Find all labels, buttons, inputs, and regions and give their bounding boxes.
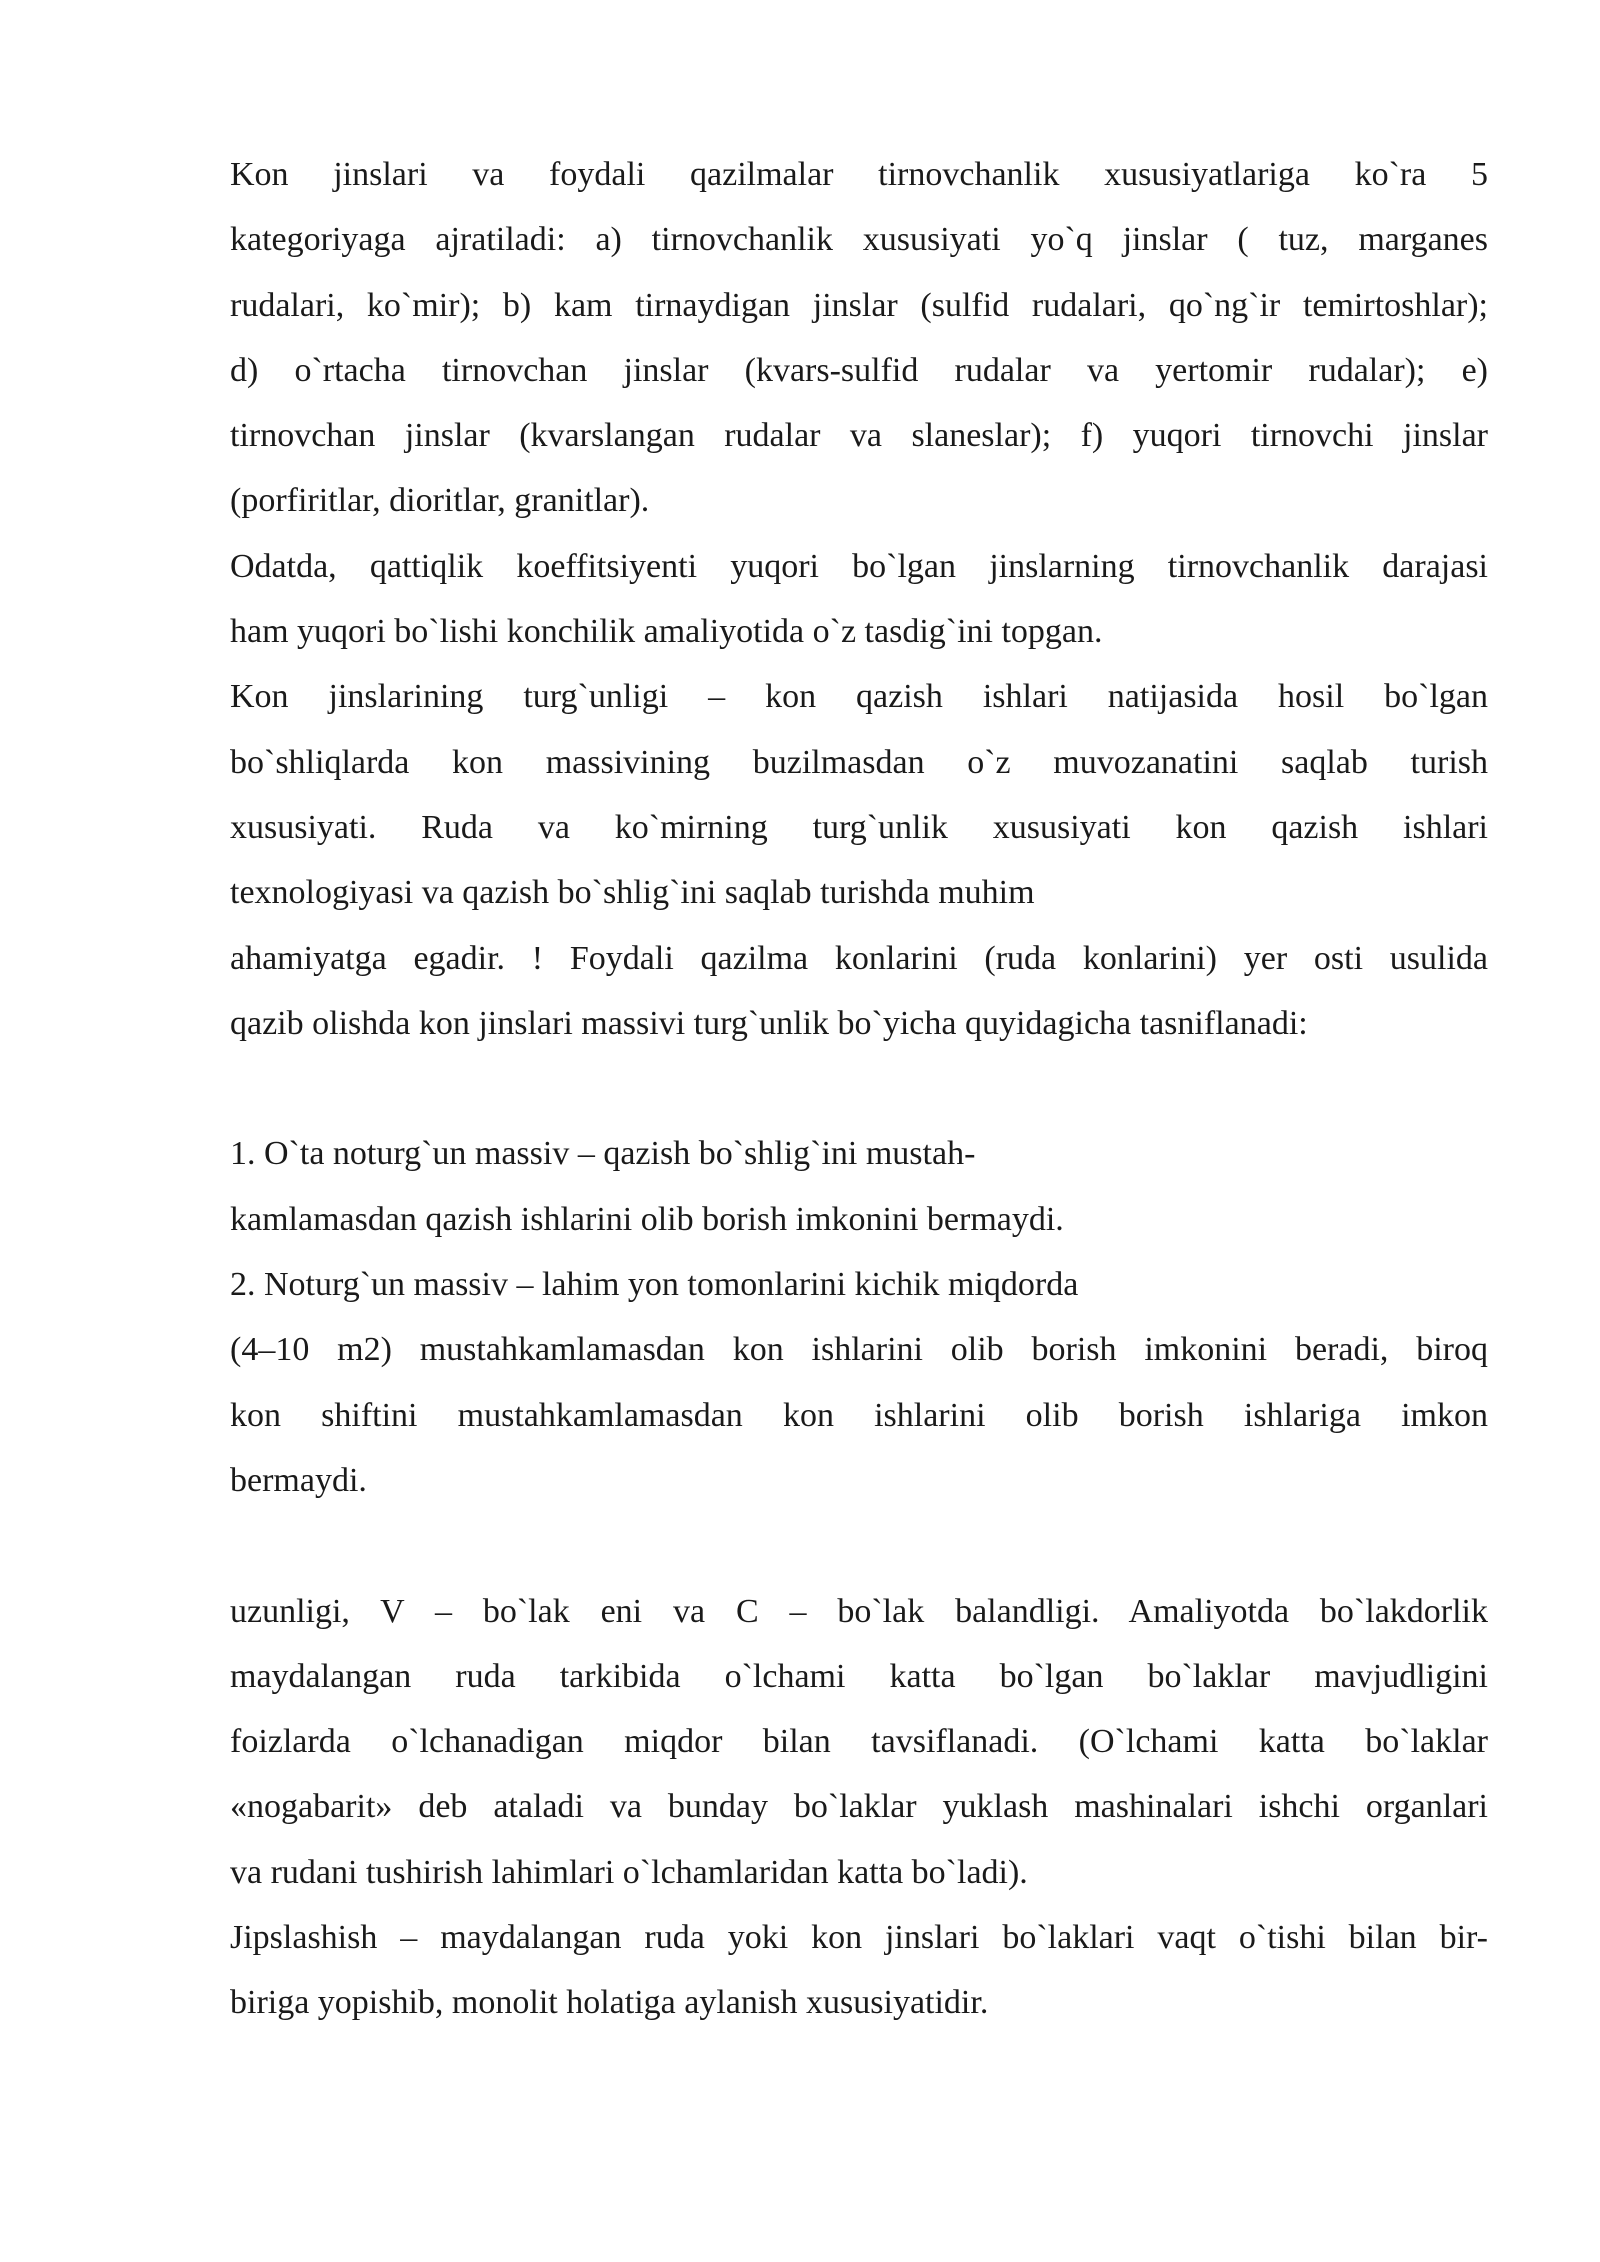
text-line: (porfiritlar, dioritlar, granitlar). [230, 482, 650, 520]
text-line: Jipslashish – maydalangan ruda yoki kon jinslari bo`laklari vaqt o`tishi bilan bir- [230, 1919, 1488, 1957]
text-line: «nogabarit» deb ataladi va bunday bo`laklar yuklash mashinalari ishchi organlari [230, 1788, 1488, 1826]
text-line: biriga yopishib, monolit holatiga aylanish xususiyatidir. [230, 1984, 989, 2022]
text-line: kon shiftini mustahkamlamasdan kon ishlarini olib borish ishlariga imkon [230, 1396, 1488, 1434]
blank-line [230, 1056, 1488, 1121]
text-line: va rudani tushirish lahimlari o`lchamlaridan katta bo`ladi). [230, 1853, 1028, 1891]
blank-line [230, 1513, 1488, 1578]
text-line: bo`shliqlarda kon massivining buzilmasdan o`z muvozanatini saqlab turish [230, 743, 1488, 781]
text-line: ham yuqori bo`lishi konchilik amaliyotida o`z tasdig`ini topgan. [230, 613, 1103, 651]
text-line: Kon jinslari va foydali qazilmalar tirnovchanlik xususiyatlariga ko`ra 5 [230, 156, 1488, 193]
text-line: kamlamasdan qazish ishlarini olib borish imkonini bermaydi. [230, 1200, 1064, 1238]
text-line: xususiyati. Ruda va ko`mirning turg`unlik xususiyati kon qazish ishlari [230, 808, 1488, 846]
text-line: uzunligi, V – bo`lak eni va C – bo`lak balandligi. Amaliyotda bo`lakdorlik [230, 1592, 1488, 1630]
text-line: 2. Noturg`un massiv – lahim yon tomonlarini kichik miqdorda [230, 1266, 1079, 1304]
text-line: rudalari, ko`mir); b) kam tirnaydigan jinslar (sulfid rudalari, qo`ng`ir temirtoshlar); [230, 286, 1488, 324]
text-line: foizlarda o`lchanadigan miqdor bilan tavsiflanadi. (O`lchami katta bo`laklar [230, 1723, 1488, 1761]
text-line: qazib olishda kon jinslari massivi turg`unlik bo`yicha quyidagicha tasniflanadi: [230, 1004, 1308, 1042]
text-line: bermaydi. [230, 1461, 367, 1499]
text-line: maydalangan ruda tarkibida o`lchami katta bo`lgan bo`laklar mavjudligini [230, 1657, 1488, 1695]
text-line: (4–10 m2) mustahkamlamasdan kon ishlarini olib borish imkonini beradi, biroq [230, 1331, 1488, 1369]
text-line: d) o`rtacha tirnovchan jinslar (kvars-sulfid rudalar va yertomir rudalar); e) [230, 351, 1488, 389]
document-page [230, 142, 1488, 2036]
text-line: tirnovchan jinslar (kvarslangan rudalar va slaneslar); f) yuqori tirnovchi jinslar [230, 417, 1488, 455]
text-line: kategoriyaga ajratiladi: a) tirnovchanlik xususiyati yo`q jinslar ( tuz, marganes [230, 221, 1488, 259]
text-line: 1. O`ta noturg`un massiv – qazish bo`shlig`ini mustah- [230, 1135, 976, 1173]
text-line: Kon jinslarining turg`unligi – kon qazish ishlari natijasida hosil bo`lgan [230, 678, 1488, 716]
text-line: ahamiyatga egadir. ! Foydali qazilma konlarini (ruda konlarini) yer osti usulida [230, 939, 1488, 977]
text-line: texnologiyasi va qazish bo`shlig`ini saqlab turishda muhim [230, 874, 1035, 912]
text-line: Odatda, qattiqlik koeffitsiyenti yuqori bo`lgan jinslarning tirnovchanlik darajasi [230, 547, 1488, 585]
